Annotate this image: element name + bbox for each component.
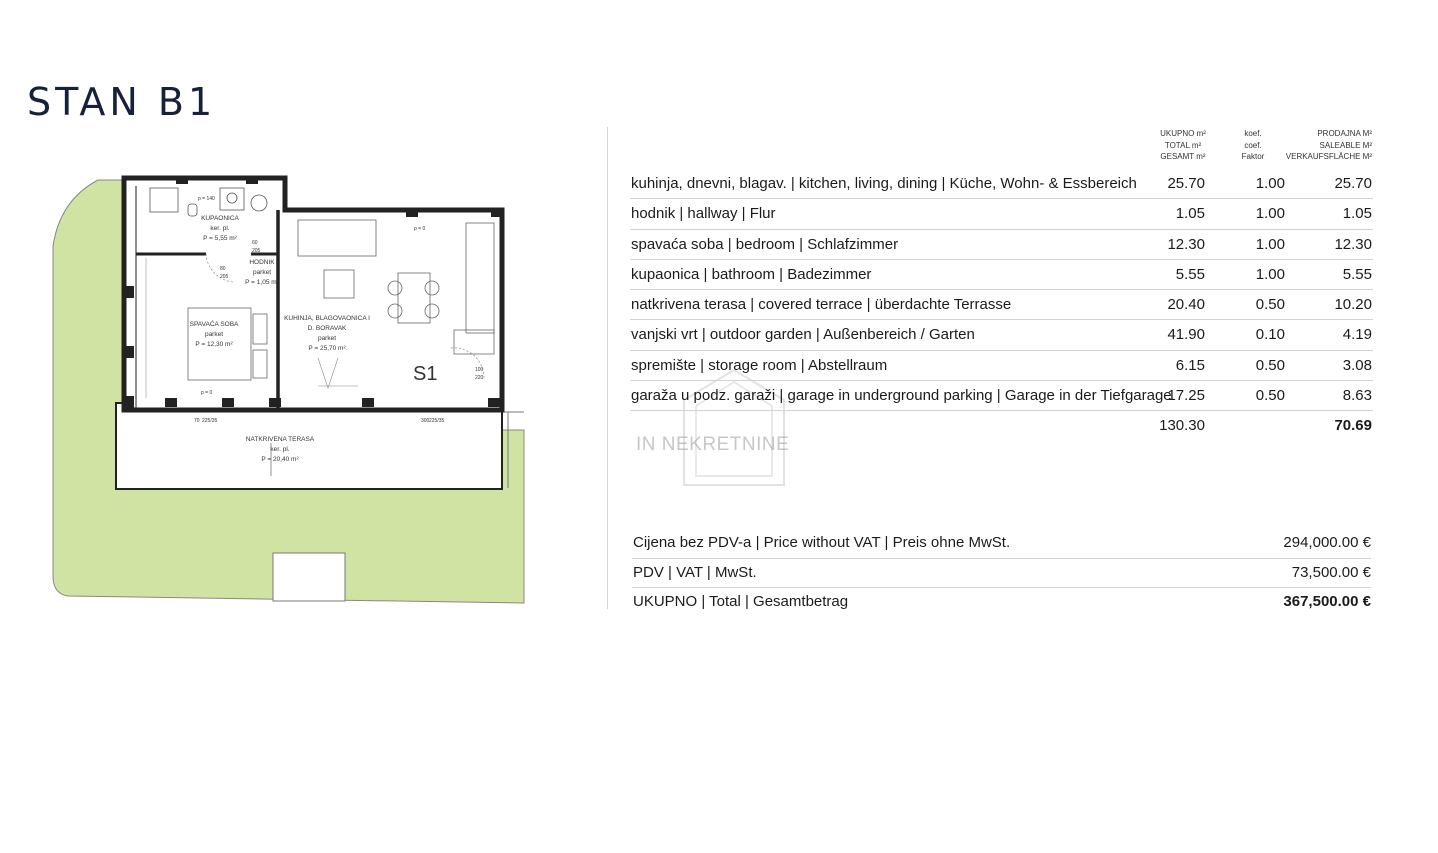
room-koef: 0.50 [1255, 296, 1285, 314]
room-total: 12.30 [1167, 235, 1205, 253]
room-name: hodnik | hallway | Flur [631, 205, 776, 223]
room-total: 41.90 [1167, 326, 1205, 344]
room-saleable: 4.19 [1342, 326, 1372, 344]
total-value: 367,500.00 € [1283, 593, 1371, 611]
vat-label: PDV | VAT | MwSt. [633, 563, 757, 581]
room-koef: 0.50 [1255, 387, 1285, 405]
sum-saleable: 70.69 [1334, 417, 1372, 435]
dimension-label: 300 [421, 418, 430, 424]
header-saleable: PRODAJNA M² SALEABLE M² VERKAUFSFLÄCHE M² [1285, 129, 1372, 161]
page-title: STAN B1 [27, 80, 217, 124]
room-saleable: 5.55 [1342, 265, 1372, 283]
room-saleable: 10.20 [1334, 296, 1372, 314]
floor-plan [28, 128, 588, 648]
room-total: 17.25 [1167, 387, 1205, 405]
room-name: garaža u podz. garaži | garage in underground parking | Garage in der Tiefgarage [631, 387, 1172, 405]
garden-path [273, 553, 345, 601]
room-name: natkrivena terasa | covered terrace | überdachte Terrasse [631, 296, 1012, 314]
room-total: 6.15 [1175, 356, 1205, 374]
dimension-label: p = 0 [201, 390, 213, 396]
price-value: 294,000.00 € [1283, 534, 1371, 551]
bathroom-label: KUPAONICA ker. pl. P = 5,55 m² [201, 215, 239, 242]
room-total: 5.55 [1175, 265, 1205, 283]
room-total: 25.70 [1167, 175, 1205, 192]
room-saleable: 25.70 [1334, 175, 1372, 192]
table-row [630, 230, 1373, 260]
room-koef: 1.00 [1255, 175, 1285, 192]
hallway-label: HODNIK parket P = 1,05 m² [245, 259, 279, 286]
room-koef: 1.00 [1255, 265, 1285, 283]
price-table [632, 529, 1371, 617]
dimension-label: 225/35 [202, 418, 218, 424]
room-koef: 0.50 [1255, 356, 1285, 374]
price-row [632, 559, 1371, 589]
bedroom-label: SPAVAĆA SOBA parket P = 12,30 m² [189, 321, 239, 348]
room-total: 20.40 [1167, 296, 1205, 314]
terrace-slab [116, 403, 502, 489]
room-name: vanjski vrt | outdoor garden | Außenbereich / Garten [631, 326, 975, 344]
room-koef: 0.10 [1255, 326, 1285, 344]
price-label: Cijena bez PDV-a | Price without VAT | Preis ohne MwSt. [633, 534, 1011, 551]
room-name: spavaća soba | bedroom | Schlafzimmer [631, 235, 899, 253]
table-row [630, 169, 1373, 199]
room-name: kuhinja, dnevni, blagav. | kitchen, living, dining | Küche, Wohn- & Essbereich [631, 175, 1137, 192]
dimension-label: 220 [475, 375, 484, 381]
floor-plan-drawing [53, 178, 524, 603]
table-row [630, 381, 1373, 411]
terrace-label: NATKRIVENA TERASA ker. pl. P = 20,40 m² [245, 436, 315, 463]
room-total: 1.05 [1175, 205, 1205, 223]
sum-total: 130.30 [1159, 417, 1205, 435]
dimension-label: 100 [475, 367, 484, 373]
area-table [630, 169, 1373, 441]
dimension-label: p = 0 [414, 226, 426, 232]
dimension-label: 205 [220, 274, 229, 280]
column-divider [607, 127, 608, 609]
watermark-text: IN NEKRETNINE [636, 434, 790, 455]
room-saleable: 12.30 [1334, 235, 1372, 253]
table-row [630, 320, 1373, 350]
room-saleable: 8.63 [1342, 387, 1372, 405]
dimension-label: 225/35 [429, 418, 445, 424]
table-row [630, 260, 1373, 290]
table-row [630, 199, 1373, 229]
dimension-label: 80 [220, 266, 226, 272]
room-name: spremište | storage room | Abstellraum [631, 356, 888, 374]
header-total: UKUPNO m² TOTAL m² GESAMT m² [1160, 129, 1206, 161]
room-saleable: 1.05 [1342, 205, 1372, 223]
table-row [630, 351, 1373, 381]
room-koef: 1.00 [1255, 205, 1285, 223]
apartment-walls [124, 178, 502, 410]
unit-label: S1 [413, 363, 438, 385]
vat-value: 73,500.00 € [1291, 563, 1371, 581]
dimension-label: 205 [252, 248, 261, 254]
table-sum-row [630, 411, 1373, 441]
room-koef: 1.00 [1255, 235, 1285, 253]
kitchen-label: KUHINJA, BLAGOVAONICA I D. BORAVAK parket P = 25,70 m² [284, 315, 370, 352]
dimension-label: 70 [194, 418, 200, 424]
total-label: UKUPNO | Total | Gesamtbetrag [633, 593, 849, 611]
header-koef: koef. coef. Faktor [1241, 129, 1265, 161]
table-row [630, 290, 1373, 320]
price-row [632, 588, 1371, 617]
room-name: kupaonica | bathroom | Badezimmer [631, 265, 872, 283]
price-row [632, 529, 1371, 559]
room-saleable: 3.08 [1342, 356, 1372, 374]
dimension-label: p = 140 [198, 196, 215, 202]
dimension-label: 60 [252, 240, 258, 246]
